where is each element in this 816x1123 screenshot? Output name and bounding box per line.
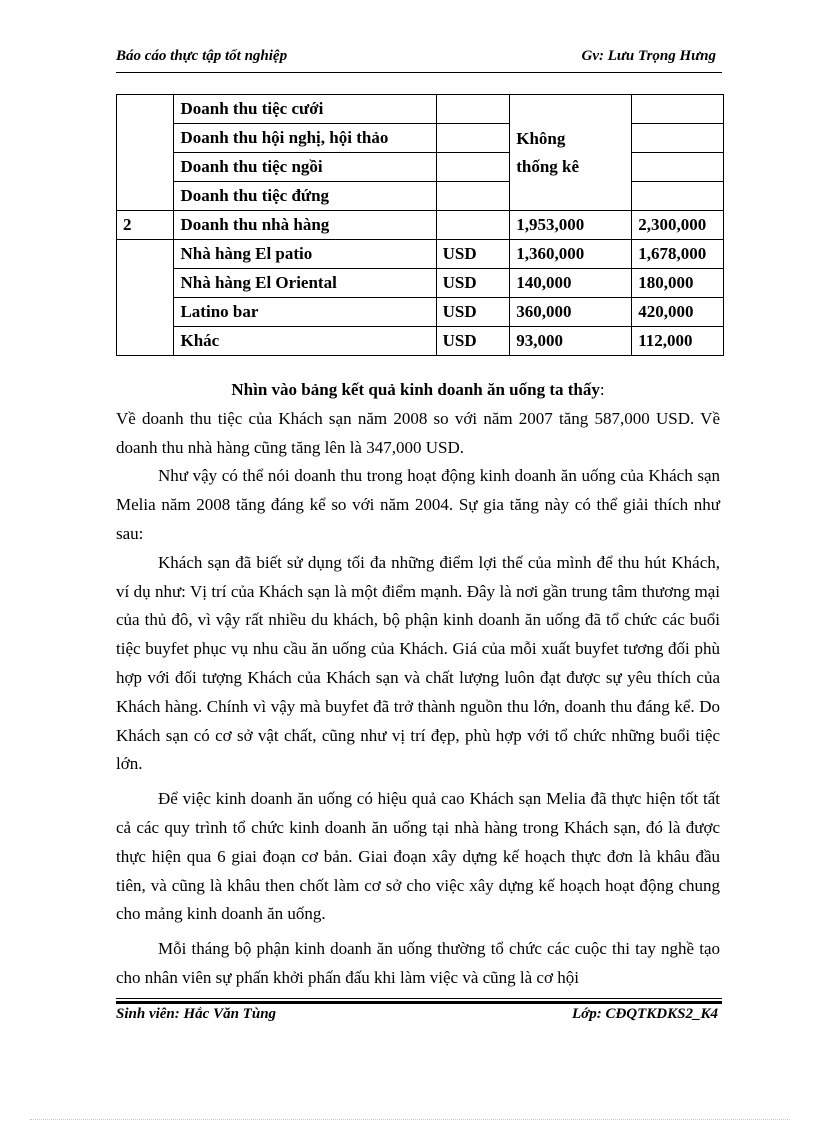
no-stats-line-1: Không	[516, 128, 566, 148]
table-cell-label: Doanh thu hội nghị, hội thảo	[174, 124, 436, 153]
section-heading	[116, 376, 720, 405]
table-cell-unit: USD	[436, 298, 510, 327]
table-cell-label: Doanh thu tiệc cưới	[174, 95, 436, 124]
table-cell-2007: 360,000	[510, 298, 632, 327]
table-row	[117, 95, 724, 124]
table-row	[117, 298, 724, 327]
table-cell-label: Doanh thu nhà hàng	[174, 211, 436, 240]
table-cell-2008: 180,000	[632, 269, 724, 298]
table-cell-2008: 1,678,000	[632, 240, 724, 269]
table-row	[117, 211, 724, 240]
page-header	[116, 48, 722, 72]
revenue-table	[116, 94, 724, 356]
table-cell-2008	[632, 153, 724, 182]
table-cell-unit: USD	[436, 240, 510, 269]
table-cell-label: Nhà hàng El patio	[174, 240, 436, 269]
table-cell-unit: USD	[436, 269, 510, 298]
table-cell-unit	[436, 124, 510, 153]
table-cell-label: Khác	[174, 327, 436, 356]
table-cell-no	[117, 95, 174, 211]
paragraph: Khách sạn đã biết sử dụng tối đa những điểm lợi thế của mình để thu hút Khách, ví dụ như: Vị trí của Khách sạn là một điểm mạnh. Đây là nơi gần trung tâm thương mại của thủ đô, vì vậy rất nhiều du khách, bộ phận kinh doanh ăn uống đã tổ chức các buổi tiệc buyfet phục vụ nhu cầu ăn uống của Khách. Giá của mỗi xuất buyfet tương đối phù hợp với đối tượng Khách của Khách sạn và chất lượng luôn đạt được sự yêu thích của Khách hàng. Chính vì vậy mà buyfet đã trở thành nguồn thu lớn, doanh thu đáng kể. Do Khách sạn có cơ sở vật chất, cũng như vị trí đẹp, phù hợp với tổ chức những buổi tiệc lớn.	[116, 552, 720, 774]
header-rule	[116, 72, 722, 73]
table-row	[117, 269, 724, 298]
table-cell-no-stats	[510, 95, 632, 211]
footer-rule-thick	[116, 1001, 722, 1004]
table-cell-unit	[436, 95, 510, 124]
section-heading-text: Nhìn vào bảng kết quả kinh doanh ăn uống ta thấy	[231, 380, 600, 399]
table-row	[117, 240, 724, 269]
table-cell-2008	[632, 124, 724, 153]
paragraph: Để việc kinh doanh ăn uống có hiệu quả cao Khách sạn Melia đã thực hiện tốt tất cả các quy trình tổ chức kinh doanh ăn uống tại nhà hàng trong Khách sạn, đó là được thực hiện qua 6 giai đoạn cơ bản. Giai đoạn xây dựng kế hoạch thực đơn là khâu đầu tiên, và cũng là khâu then chốt làm cơ sở cho việc xây dựng kế hoạch hoạt động chung cho mảng kinh doanh ăn uống.	[116, 789, 720, 924]
table-cell-unit: USD	[436, 327, 510, 356]
table-cell-2007: 1,360,000	[510, 240, 632, 269]
table-cell-2008: 112,000	[632, 327, 724, 356]
footer-student: Sinh viên: Hắc Văn Tùng	[116, 1006, 277, 1022]
table-cell-no	[117, 240, 174, 356]
table-cell-2007: 140,000	[510, 269, 632, 298]
footer-rule-thin	[116, 998, 722, 999]
table-cell-2008	[632, 182, 724, 211]
table-cell-unit	[436, 211, 510, 240]
table-cell-no: 2	[117, 211, 174, 240]
table-cell-2008	[632, 95, 724, 124]
page-footer	[116, 1006, 722, 1030]
no-stats-line-2: thống kê	[516, 156, 580, 176]
paragraph: Mỗi tháng bộ phận kinh doanh ăn uống thường tổ chức các cuộc thi tay nghề tạo cho nhân viên sự phấn khởi phấn đấu khi làm việc và cũng là cơ hội	[116, 939, 720, 987]
table-cell-2007: 1,953,000	[510, 211, 632, 240]
table-cell-label: Doanh thu tiệc ngồi	[174, 153, 436, 182]
table-cell-unit	[436, 182, 510, 211]
paragraph: Về doanh thu tiệc của Khách sạn năm 2008 so với năm 2007 tăng 587,000 USD. Về doanh thu nhà hàng cũng tăng lên là 347,000 USD.	[116, 408, 720, 457]
header-report-title: Báo cáo thực tập tốt nghiệp	[116, 48, 288, 64]
section-heading-colon: :	[599, 380, 605, 399]
table-row	[117, 153, 724, 182]
table-cell-2008: 2,300,000	[632, 211, 724, 240]
table-cell-2008: 420,000	[632, 298, 724, 327]
footer-class: Lớp: CĐQTKDKS2_K4	[572, 1006, 718, 1022]
table-row	[117, 182, 724, 211]
table-row	[117, 327, 724, 356]
table-cell-label: Nhà hàng El Oriental	[174, 269, 436, 298]
table-cell-2007: 93,000	[510, 327, 632, 356]
page-edge	[30, 1119, 790, 1120]
table-cell-label: Latino bar	[174, 298, 436, 327]
table-cell-unit	[436, 153, 510, 182]
table-cell-label: Doanh thu tiệc đứng	[174, 182, 436, 211]
body-text	[116, 376, 720, 993]
header-supervisor: Gv: Lưu Trọng Hưng	[581, 48, 716, 64]
paragraph: Như vậy có thể nói doanh thu trong hoạt động kinh doanh ăn uống của Khách sạn Melia năm 2008 tăng đáng kể so với năm 2004. Sự gia tăng này có thể giải thích như sau:	[116, 466, 720, 543]
table-row	[117, 124, 724, 153]
